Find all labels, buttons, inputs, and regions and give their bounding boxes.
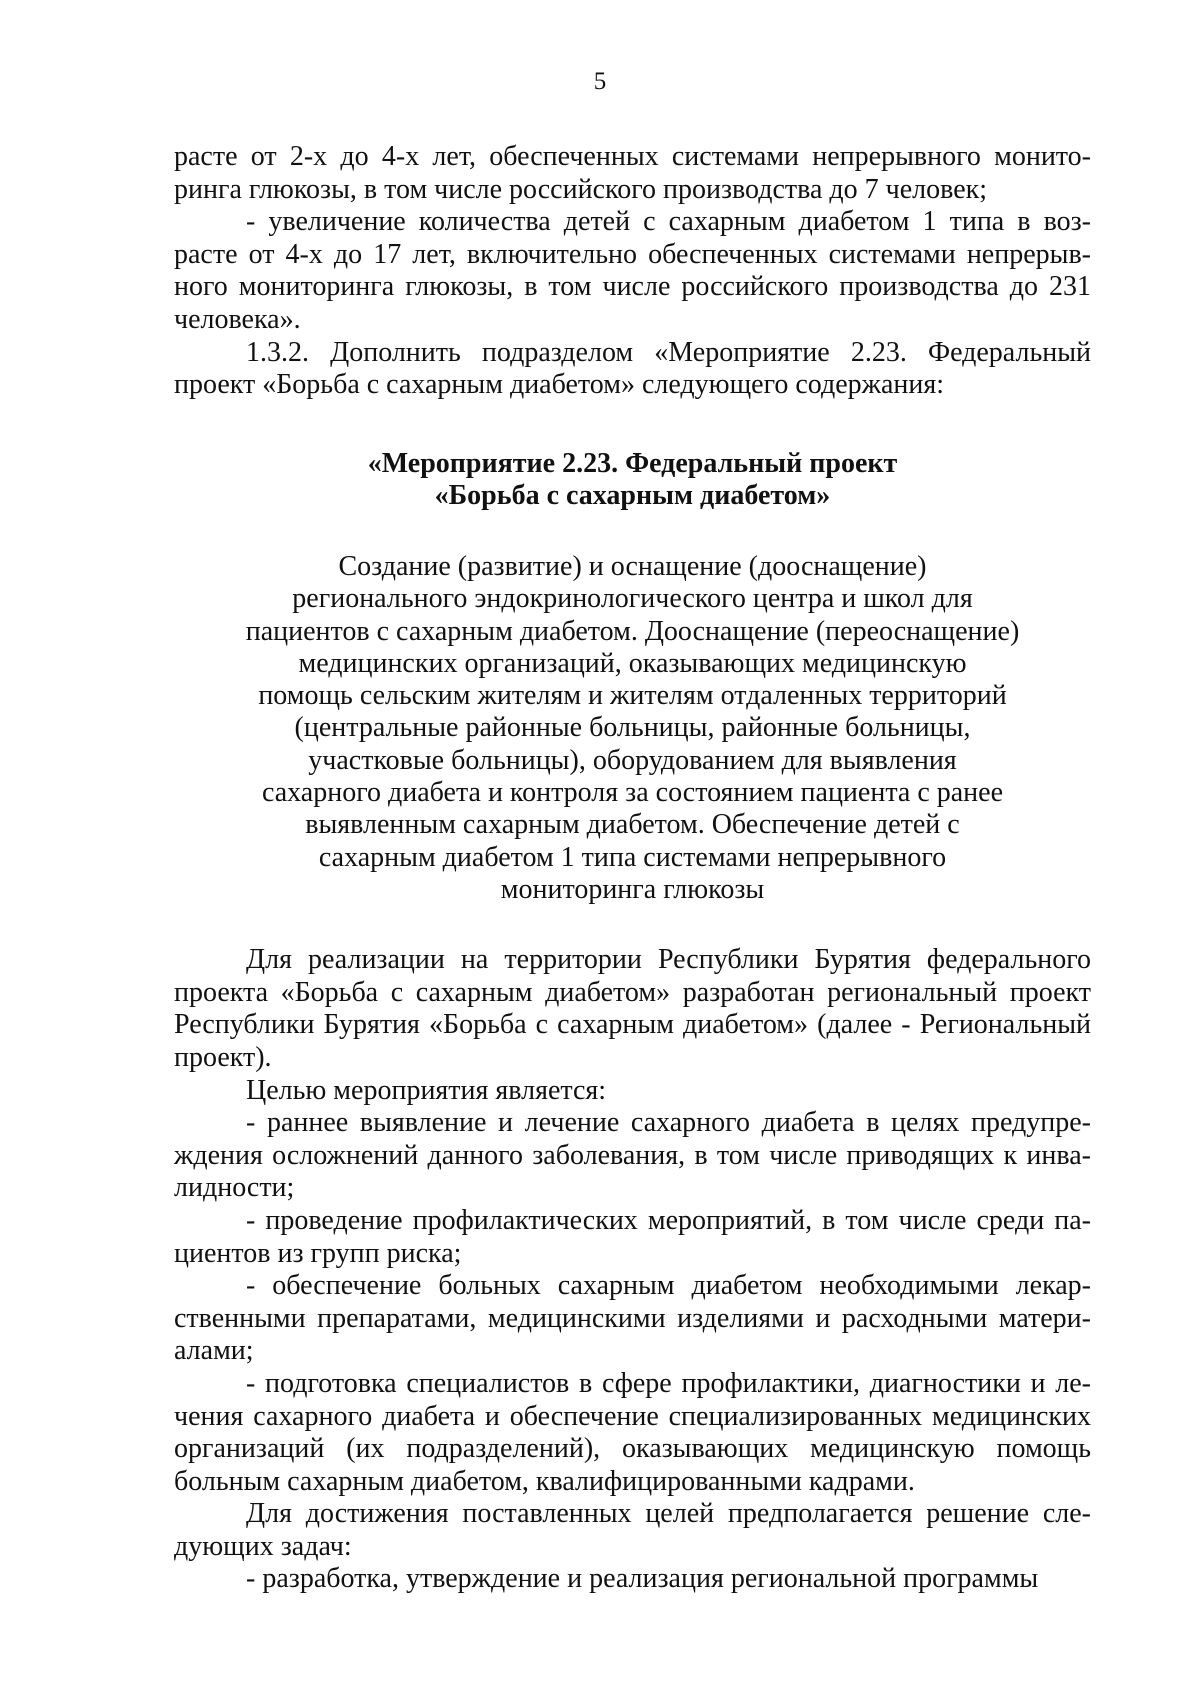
paragraph-line: - проведение профилактических мероприятий, в том числе среди па- (246, 1204, 1091, 1236)
subheading-line: сахарным диабетом 1 типа системами непрерывного (318, 841, 947, 873)
paragraph-line: больным сахарным диабетом, квалифицированными кадрами. (174, 1465, 915, 1497)
paragraph-line: Для реализации на территории Республики Бурятия федерального (246, 944, 1091, 976)
heading-line: «Борьба с сахарным диабетом» (434, 480, 831, 512)
paragraph-line: проекта «Борьба с сахарным диабетом» разработан региональный проект (174, 976, 1091, 1008)
paragraph-line: ного мониторинга глюкозы, в том числе российского производства до 231 (174, 271, 1091, 303)
paragraph-line: чения сахарного диабета и обеспечение специализированных медицинских (174, 1400, 1091, 1432)
paragraph-line: - разработка, утверждение и реализация региональной программы (246, 1563, 1039, 1595)
paragraph-line: ждения осложнений данного заболевания, в том числе приводящих к инва- (174, 1139, 1091, 1171)
paragraph-line: человека». (174, 303, 301, 335)
section-subheading (174, 551, 1091, 906)
paragraph-line: организаций (их подразделений), оказывающих медицинскую помощь (174, 1433, 1091, 1465)
subheading-line: Создание (развитие) и оснащение (дооснащение) (338, 550, 927, 582)
subheading-line: медицинских организаций, оказывающих медицинскую (298, 647, 967, 679)
subheading-line: участковые больницы), оборудованием для выявления (308, 744, 957, 776)
subheading-line: (центральные районные больницы, районные больницы, (294, 712, 971, 744)
subheading-line: выявленным сахарным диабетом. Обеспечение детей с (305, 809, 960, 841)
paragraph-line: проект «Борьба с сахарным диабетом» следующего содержания: (174, 369, 945, 401)
intro-paragraphs (174, 141, 1091, 402)
paragraph-line: Целью мероприятия является: (246, 1074, 607, 1106)
paragraph-line: - обеспечение больных сахарным диабетом необходимыми лекар- (246, 1270, 1091, 1302)
paragraph-line: расте от 4-х до 17 лет, включительно обеспеченных системами непрерыв- (174, 238, 1091, 270)
paragraph-line: расте от 2-х до 4-х лет, обеспеченных системами непрерывного монито- (174, 141, 1091, 172)
paragraph-line: ственными препаратами, медицинскими изделиями и расходными матери- (174, 1302, 1091, 1334)
heading-line: «Мероприятие 2.23. Федеральный проект (367, 447, 898, 479)
paragraph-line: - подготовка специалистов в сфере профилактики, диагностики и ле- (246, 1367, 1091, 1399)
document-body (174, 141, 1091, 1596)
paragraph-line: циентов из групп риска; (174, 1237, 462, 1269)
subheading-line: пациентов с сахарным диабетом. Дооснащение (переоснащение) (245, 615, 1020, 647)
paragraph-line: 1.3.2. Дополнить подразделом «Мероприятие 2.23. Федеральный (246, 336, 1091, 368)
paragraph-line: Республики Бурятия «Борьба с сахарным диабетом» (далее - Региональный (174, 1009, 1091, 1041)
paragraph-line: - увеличение количества детей с сахарным диабетом 1 типа в воз- (246, 206, 1091, 238)
body-paragraphs (174, 944, 1091, 1596)
subheading-line: регионального эндокринологического центра и школ для (292, 583, 973, 615)
paragraph-line: дующих задач: (174, 1530, 352, 1562)
subheading-line: сахарного диабета и контроля за состоянием пациента с ранее (261, 777, 1004, 809)
subheading-line: мониторинга глюкозы (500, 873, 765, 905)
subheading-line: помощь сельским жителям и жителям отдаленных территорий (258, 680, 1007, 712)
paragraph-line: ринга глюкозы, в том числе российского производства до 7 человек; (174, 173, 988, 205)
paragraph-line: проект). (174, 1041, 272, 1073)
paragraph-line: - раннее выявление и лечение сахарного диабета в целях предупре- (246, 1107, 1091, 1139)
section-heading (174, 448, 1091, 513)
paragraph-line: лидности; (174, 1172, 295, 1204)
paragraph-line: алами; (174, 1335, 254, 1367)
paragraph-line: Для достижения поставленных целей предполагается решение сле- (246, 1498, 1091, 1530)
page-number: 5 (593, 68, 607, 95)
